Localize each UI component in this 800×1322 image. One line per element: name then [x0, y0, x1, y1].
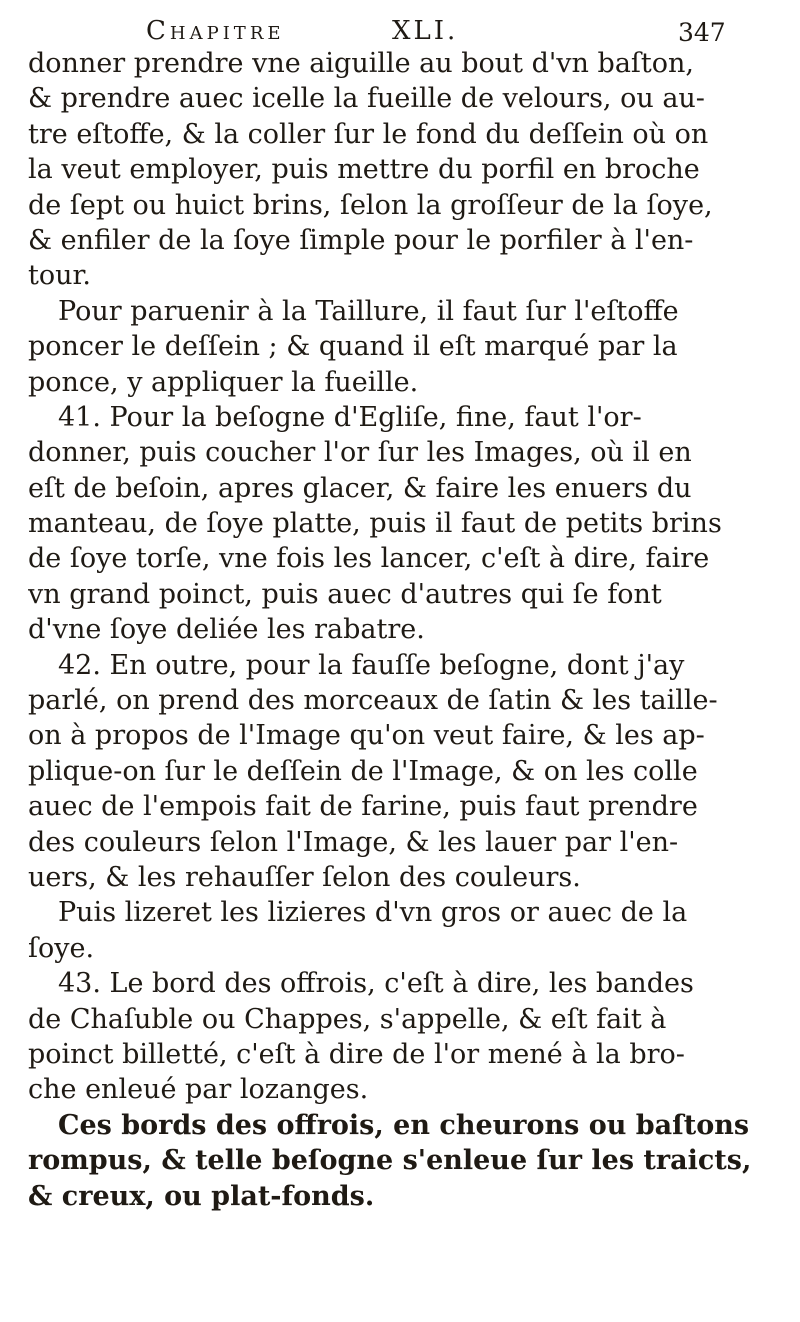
text-line: poncer le deſſein ; & quand il eſt marqué par la — [28, 331, 678, 363]
text-line: auec de l'empois fait de farine, puis faut prendre — [28, 791, 698, 823]
text-line: Pour paruenir à la Taillure, il faut ſur l'eſtoffe — [58, 295, 679, 327]
chapter-number: XLI. — [392, 16, 459, 46]
text-line: che enleué par lozanges. — [28, 1074, 369, 1106]
running-head — [28, 16, 774, 47]
chapter-title: Chapitre — [146, 16, 285, 46]
text-line: 42. En outre, pour la fauſſe beſogne, dont j'ay — [58, 649, 685, 681]
text-line: 43. Le bord des offrois, c'eſt à dire, les bandes — [58, 968, 694, 1000]
text-line: uers, & les rehauſſer ſelon des couleurs. — [28, 861, 581, 893]
text-line: d'vne ſoye deliée les rabatre. — [28, 614, 425, 646]
text-line: ſoye. — [28, 932, 95, 964]
body-text — [28, 46, 774, 1214]
text-line: 41. Pour la beſogne d'Egliſe, fine, faut l'or- — [58, 401, 642, 433]
text-line: vn grand poinct, puis auec d'autres qui ſe font — [28, 578, 662, 610]
text-line: manteau, de ſoye platte, puis il faut de petits brins — [28, 508, 722, 540]
text-line: de Chaſuble ou Chappes, s'appelle, & eſt fait à — [28, 1003, 667, 1035]
text-line: parlé, on prend des morceaux de ſatin & les taille- — [28, 685, 718, 717]
text-line: de ſept ou huict brins, ſelon la groſſeur de la ſoye, — [28, 189, 713, 221]
text-line: poinct billetté, c'eſt à dire de l'or mené à la bro- — [28, 1038, 685, 1070]
text-line: donner prendre vne aiguille au bout d'vn baſton, — [28, 48, 694, 79]
text-line: Ces bords des offrois, en cheurons ou baſtons — [58, 1109, 750, 1141]
page-number: 347 — [678, 18, 726, 47]
text-line: de ſoye torſe, vne fois les lancer, c'eſt à dire, faire — [28, 543, 710, 575]
text-line: & prendre auec icelle la fueille de velours, ou au- — [28, 83, 705, 115]
text-line: la veut employer, puis mettre du porfil en broche — [28, 154, 700, 186]
text-line: Puis lizeret les lizieres d'vn gros or auec de la — [58, 897, 688, 929]
text-line: des couleurs ſelon l'Image, & les lauer par l'en- — [28, 826, 679, 858]
text-line: donner, puis coucher l'or ſur les Images, où il en — [28, 437, 692, 469]
text-line: & enfiler de la ſoye ſimple pour le porfiler à l'en- — [28, 224, 694, 256]
text-line: eſt de beſoin, apres glacer, & faire les enuers du — [28, 472, 692, 504]
text-line: ponce, y appliquer la fueille. — [28, 366, 419, 398]
text-line: plique-on ſur le deſſein de l'Image, & on les colle — [28, 755, 698, 787]
text-line: tre eſtoffe, & la coller ſur le fond du deſſein où on — [28, 118, 709, 150]
text-line: tour. — [28, 260, 92, 292]
text-line: rompus, & telle beſogne s'enleue ſur les traicts, — [28, 1145, 752, 1177]
text-line: & creux, ou plat-fonds. — [28, 1180, 375, 1212]
text-line: on à propos de l'Image qu'on veut faire, & les ap- — [28, 720, 705, 752]
